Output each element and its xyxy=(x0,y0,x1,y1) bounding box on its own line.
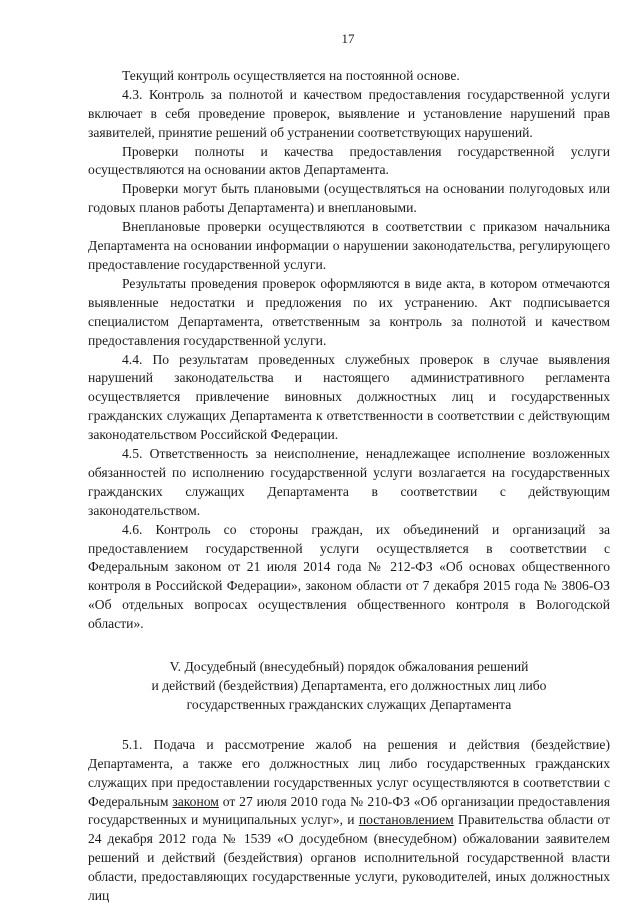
paragraph-current-control: Текущий контроль осуществляется на постоянной основе. xyxy=(122,67,460,83)
resolution-link[interactable]: постановлением xyxy=(358,812,454,828)
paragraph-5-1-part-2: от 27 июля 2010 года № 210-ФЗ «Об организации предоставления государственных и муниципальных услуг», и xyxy=(88,793,610,828)
paragraph-4-4: 4.4. По результатам проведенных служебных проверок в случае выявления нарушений законодательства и настоящего административного регламента осуществляется привлечение виновных должностных лиц и государственных гражданских служащих Департамента к ответственности в соответствии с действующим законодательством Российской Федерации. xyxy=(88,351,610,443)
paragraph-4-6: 4.6. Контроль со стороны граждан, их объединений и организаций за предоставлением государственной услуги осуществляется в соответствии с Федеральным законом от 21 июля 2014 года № 212-ФЗ «Об основах общественного контроля в Российской Федерации», законом области от 7 декабря 2015 года № 3806-ОЗ «Об отдельных вопросах осуществления общественного контроля в Вологодской области». xyxy=(88,521,610,632)
paragraph-checks-completeness: Проверки полноты и качества предоставления государственной услуги осуществляются на основании актов Департамента. xyxy=(88,143,610,178)
section-heading-line-2: и действий (бездействия) Департамента, его должностных лиц либо xyxy=(151,678,547,693)
paragraph-check-results: Результаты проведения проверок оформляются в виде акта, в котором отмечаются выявленные недостатки и предложения по их устранению. Акт подписывается специалистом Департамента, ответственным за контроль за полнотой и качеством предоставления государственной услуги. xyxy=(88,275,610,348)
paragraph-5-1-part-1: 5.1. Подача и рассмотрение жалоб на решения и действия (бездействие) Департамента, а также его должностных лиц либо государственных гражданских служащих при предоставлении государственных услуг осуществляются в соответствии с Федеральным xyxy=(88,736,610,809)
page-number: 17 xyxy=(341,31,355,46)
federal-law-link[interactable]: законом xyxy=(172,793,219,809)
paragraph-4-3: 4.3. Контроль за полнотой и качеством предоставления государственной услуги включает в себя проведение проверок, выявление и установление нарушений прав заявителей, принятие решений об устранении соответствующих нарушений. xyxy=(88,86,610,140)
paragraph-checks-planned: Проверки могут быть плановыми (осуществляться на основании полугодовых или годовых планов работы Департамента) и внеплановыми. xyxy=(88,181,610,216)
section-heading-v xyxy=(88,658,610,715)
paragraph-5-1 xyxy=(88,736,610,906)
section-heading-line-1: V. Досудебный (внесудебный) порядок обжалования решений xyxy=(169,659,529,675)
section-heading-line-3: государственных гражданских служащих Департамента xyxy=(186,696,512,712)
paragraph-4-5: 4.5. Ответственность за неисполнение, ненадлежащее исполнение возложенных обязанностей по исполнению государственной услуги возлагается на государственных гражданских служащих Департамента в соответствии с действующим законодательством. xyxy=(88,446,610,518)
paragraph-5-1-part-3: Правительства области от 24 декабря 2012 года № 1539 «О досудебном (внесудебном) обжаловании заявителем решений и действий (бездействия) органов исполнительной государственной власти области, предоставляющих государственные услуги, руководителей, иных должностных лиц xyxy=(88,812,610,904)
page-content xyxy=(88,30,610,906)
paragraph-unplanned-checks: Внеплановые проверки осуществляются в соответствии с приказом начальника Департамента на основании информации о нарушении законодательства, регулирующего предоставление государственной услуги. xyxy=(88,219,610,272)
